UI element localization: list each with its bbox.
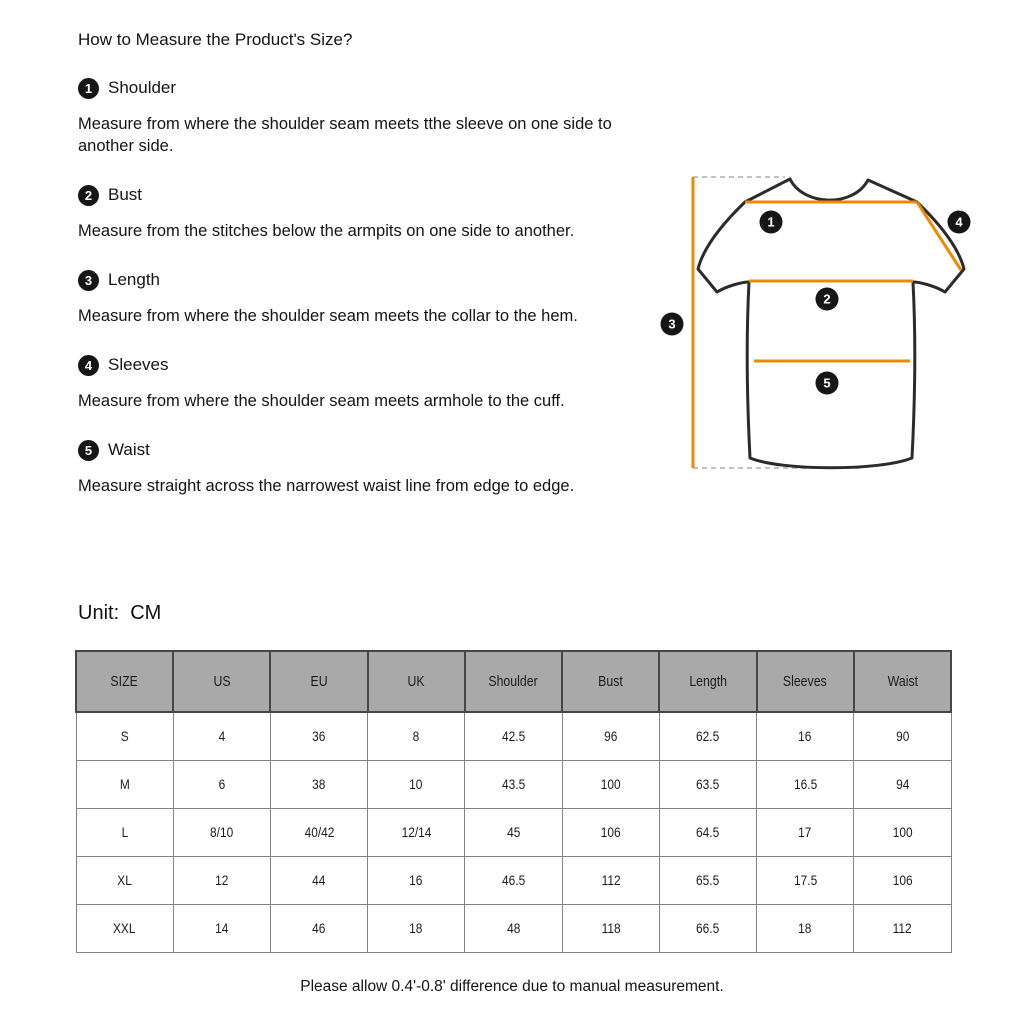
cell-value: S — [120, 728, 129, 745]
cell-value: 8 — [412, 728, 420, 745]
cell-value: 12 — [215, 872, 229, 888]
cell-sleeves — [757, 712, 854, 760]
cell-shoulder — [465, 712, 562, 760]
cell-length — [659, 904, 756, 952]
step-heading — [78, 269, 623, 291]
cell-value: 96 — [604, 728, 618, 745]
col-header-us — [173, 651, 270, 712]
cell-size — [76, 808, 173, 856]
marker-5-number: 5 — [823, 375, 831, 391]
col-header-label: Waist — [887, 673, 918, 690]
cell-value: 10 — [409, 776, 423, 792]
cell-value: 90 — [895, 728, 909, 745]
col-header-label: Shoulder — [488, 673, 539, 690]
col-header-label: UK — [407, 673, 425, 690]
cell-value: 8/10 — [210, 824, 234, 840]
cell-value: 46.5 — [501, 872, 526, 888]
cell-bust — [562, 856, 659, 904]
table-row-xl — [76, 856, 951, 904]
cell-value: 63.5 — [696, 776, 720, 792]
cell-uk — [368, 712, 465, 760]
size-table — [75, 650, 952, 953]
cell-us — [173, 856, 270, 904]
table-row-s — [76, 712, 951, 760]
cell-bust — [562, 904, 659, 952]
cell-length — [659, 760, 756, 808]
cell-waist — [854, 712, 951, 760]
step-label: Sleeves — [108, 355, 169, 374]
step-4-badge: 4 — [78, 355, 99, 376]
cell-waist — [854, 856, 951, 904]
cell-size — [76, 760, 173, 808]
cell-value: 18 — [409, 920, 423, 936]
cell-value: M — [119, 776, 130, 792]
cell-uk — [368, 808, 465, 856]
page-title: How to Measure the Product's Size? — [78, 30, 353, 49]
cell-length — [659, 808, 756, 856]
step-2-badge: 2 — [78, 185, 99, 206]
cell-value: 106 — [892, 872, 913, 888]
cell-sleeves — [757, 856, 854, 904]
cell-length — [659, 856, 756, 904]
cell-uk — [368, 904, 465, 952]
step-sleeves — [78, 354, 623, 412]
step-waist — [78, 439, 623, 497]
cell-value: XL — [117, 872, 132, 888]
cell-value: 48 — [506, 920, 521, 936]
cell-value: 17 — [798, 824, 812, 840]
cell-value: 94 — [895, 776, 909, 792]
step-label: Length — [108, 270, 160, 289]
cell-waist — [854, 760, 951, 808]
col-header-label: US — [213, 673, 231, 690]
step-label: Bust — [108, 185, 143, 204]
cell-value: 46 — [312, 920, 326, 936]
cell-bust — [562, 808, 659, 856]
cell-sleeves — [757, 760, 854, 808]
cell-value: 100 — [892, 824, 913, 840]
col-header-waist — [854, 651, 951, 712]
col-header-length — [659, 651, 756, 712]
cell-us — [173, 904, 270, 952]
measure-instructions — [78, 30, 623, 497]
cell-size — [76, 856, 173, 904]
col-header-label: SIZE — [110, 673, 139, 690]
cell-shoulder — [465, 856, 562, 904]
cell-value: 42.5 — [501, 728, 526, 745]
cell-shoulder — [465, 904, 562, 952]
cell-size — [76, 904, 173, 952]
cell-value: 64.5 — [696, 824, 720, 840]
step-description: Measure from where the shoulder seam meets armhole to the cuff. — [78, 392, 565, 410]
table-row-m — [76, 760, 951, 808]
cell-value: 6 — [218, 776, 226, 792]
step-description: Measure from where the shoulder seam meets the collar to the hem. — [78, 307, 578, 325]
cell-length — [659, 712, 756, 760]
cell-us — [173, 808, 270, 856]
cell-value: 118 — [601, 920, 621, 936]
cell-value: 36 — [312, 728, 326, 745]
cell-value: 16 — [409, 872, 423, 888]
tshirt-diagram — [650, 150, 1024, 490]
cell-uk — [368, 760, 465, 808]
cell-size — [76, 712, 173, 760]
col-header-bust — [562, 651, 659, 712]
cell-eu — [270, 712, 367, 760]
cell-bust — [562, 712, 659, 760]
step-heading — [78, 184, 623, 206]
col-header-label: EU — [310, 673, 328, 690]
diagram-marker-4 — [948, 211, 971, 234]
cell-value: 44 — [312, 872, 326, 888]
cell-eu — [270, 904, 367, 952]
step-1-badge: 1 — [78, 78, 99, 99]
cell-value: 45 — [506, 824, 521, 840]
col-header-label: Sleeves — [783, 673, 828, 690]
diagram-marker-2 — [816, 288, 839, 311]
step-shoulder — [78, 77, 623, 157]
step-description: Measure from the stitches below the armpits on one side to another. — [78, 222, 575, 240]
step-label: Shoulder — [108, 78, 177, 97]
col-header-label: Length — [689, 673, 727, 690]
cell-eu — [270, 856, 367, 904]
cell-us — [173, 760, 270, 808]
cell-value: 65.5 — [696, 872, 720, 888]
cell-value: 106 — [600, 824, 621, 840]
unit-label: Unit: CM — [78, 602, 162, 624]
cell-value: 17.5 — [793, 872, 817, 888]
measurement-disclaimer: Please allow 0.4'-0.8' difference due to manual measurement. — [300, 978, 724, 995]
cell-uk — [368, 856, 465, 904]
cell-value: 40/42 — [304, 824, 334, 840]
step-description: Measure from where the shoulder seam meets tthe sleeve on one side to another side. — [78, 115, 612, 155]
step-3-badge: 3 — [78, 270, 99, 291]
size-table-header-row — [76, 651, 951, 712]
col-header-uk — [368, 651, 465, 712]
cell-value: 4 — [218, 728, 226, 745]
marker-1-number: 1 — [767, 214, 775, 230]
cell-value: 66.5 — [696, 920, 720, 936]
col-header-label: Bust — [598, 673, 624, 690]
cell-sleeves — [757, 808, 854, 856]
cell-value: 16.5 — [793, 776, 817, 792]
marker-4-number: 4 — [955, 214, 963, 230]
cell-eu — [270, 808, 367, 856]
diagram-marker-5 — [816, 372, 839, 395]
cell-value: 18 — [798, 920, 812, 936]
marker-3-number: 3 — [668, 316, 676, 332]
diagram-marker-1 — [760, 211, 783, 234]
cell-value: XXL — [113, 920, 136, 936]
cell-shoulder — [465, 808, 562, 856]
cell-value: 16 — [798, 728, 812, 745]
cell-value: 112 — [892, 920, 912, 936]
cell-us — [173, 712, 270, 760]
cell-bust — [562, 760, 659, 808]
step-label: Waist — [108, 440, 150, 459]
cell-value: 100 — [600, 776, 621, 792]
cell-value: 62.5 — [696, 728, 720, 745]
col-header-sleeves — [757, 651, 854, 712]
cell-value: 12/14 — [401, 824, 432, 840]
col-header-size — [76, 651, 173, 712]
cell-sleeves — [757, 904, 854, 952]
table-row-xxl — [76, 904, 951, 952]
cell-value: L — [121, 824, 128, 840]
cell-value: 38 — [312, 776, 326, 792]
cell-eu — [270, 760, 367, 808]
step-length — [78, 269, 623, 327]
step-description: Measure straight across the narrowest waist line from edge to edge. — [78, 477, 575, 495]
marker-2-number: 2 — [823, 291, 831, 307]
col-header-shoulder — [465, 651, 562, 712]
tshirt-outline — [698, 179, 964, 468]
cell-value: 14 — [215, 920, 229, 936]
cell-value: 43.5 — [501, 776, 526, 792]
table-row-l — [76, 808, 951, 856]
step-heading — [78, 77, 623, 99]
cell-shoulder — [465, 760, 562, 808]
step-5-badge: 5 — [78, 440, 99, 461]
step-heading — [78, 354, 623, 376]
step-bust — [78, 184, 623, 242]
cell-waist — [854, 808, 951, 856]
cell-waist — [854, 904, 951, 952]
cell-value: 112 — [601, 872, 621, 888]
step-heading — [78, 439, 623, 461]
col-header-eu — [270, 651, 367, 712]
diagram-marker-3 — [661, 313, 684, 336]
